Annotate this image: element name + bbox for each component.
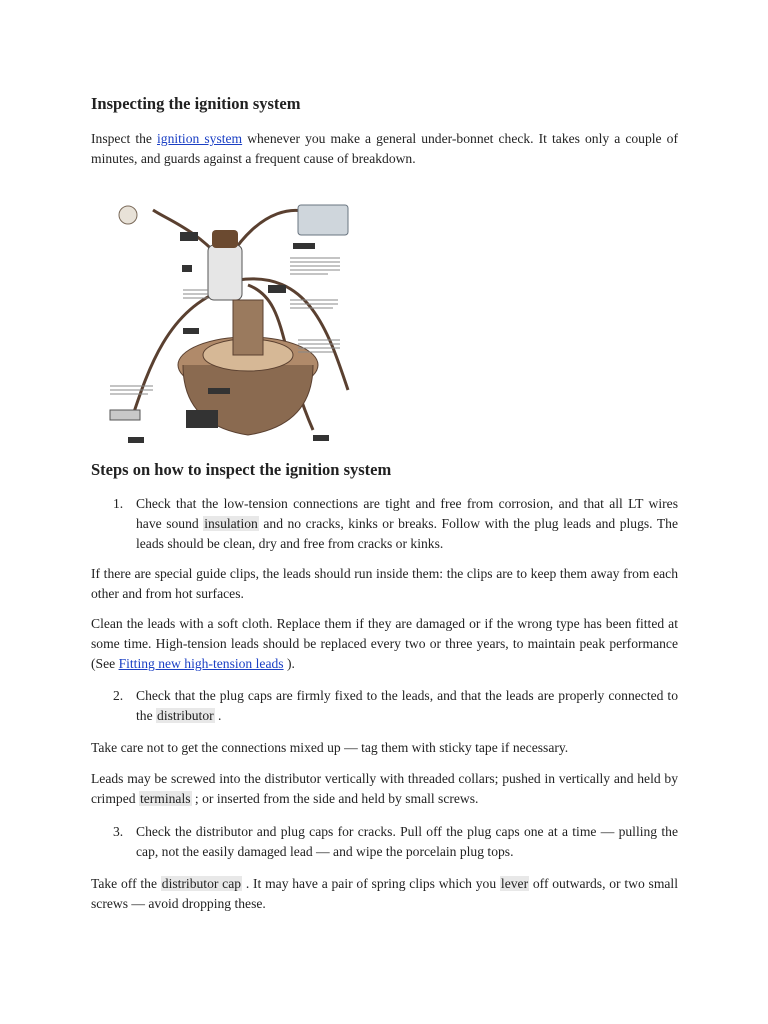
distributor-term[interactable]: distributor xyxy=(157,708,214,723)
ignition-system-link[interactable]: ignition system xyxy=(157,131,243,146)
step-1-text: Check that the low-tension connections are tight and free from corrosion, and that all LT wires have sound insulation and no cracks, kinks or breaks. Follow with the plug leads and plugs. The leads should be clean, dry and free from cracks or kinks. xyxy=(136,496,678,551)
paragraph-lead-fixing: Leads may be screwed into the distributor vertically with threaded collars; pushed in vertically and held by crimped terminals ; or inserted from the side and held by small screws. xyxy=(91,771,678,806)
intro-paragraph xyxy=(91,129,678,169)
step-3-text: Check the distributor and plug caps for cracks. Pull off the plug caps one at a time — pulling the cap, not the easily damaged lead — and wipe the porcelain plug tops. xyxy=(136,824,678,859)
intro-text-1: Inspect the xyxy=(91,131,157,146)
distributor-cap-term[interactable]: distributor cap xyxy=(161,876,242,891)
step-1-number: 1. xyxy=(113,496,124,511)
step-3-number: 3. xyxy=(113,824,124,839)
step-2-number: 2. xyxy=(113,688,124,703)
heading-steps: Steps on how to inspect the ignition system xyxy=(91,460,392,479)
paragraph-guide-clips: If there are special guide clips, the leads should run inside them: the clips are to keep them away from each other and from hot surfaces. xyxy=(91,566,678,601)
lever-term[interactable]: lever xyxy=(500,876,529,891)
step-2-text: Check that the plug caps are firmly fixed to the leads, and that the leads are properly connected to the distributor . xyxy=(136,688,678,723)
fitting-new-ht-leads-link[interactable]: Fitting new high-tension leads xyxy=(118,656,284,671)
paragraph-distributor-cap: Take off the distributor cap . It may have a pair of spring clips which you lever off outwards, or two small screws — avoid dropping these. xyxy=(91,876,678,911)
insulation-term[interactable]: insulation xyxy=(204,516,258,531)
ignition-diagram-image xyxy=(108,190,366,448)
heading-inspecting: Inspecting the ignition system xyxy=(91,94,301,113)
paragraph-tag-connections: Take care not to get the connections mixed up — tag them with sticky tape if necessary. xyxy=(91,740,569,755)
terminals-term[interactable]: terminals xyxy=(139,791,191,806)
intro-text-2: whenever you make a general under-bonnet check. It takes only a couple of minutes, and guards against a frequent cause of breakdown. xyxy=(91,131,678,166)
paragraph-clean-leads: Clean the leads with a soft cloth. Replace them if they are damaged or if the wrong type has been fitted at some time. High-tension leads should be replaced every two or three years, to maintain peak performance (See Fitting new high-tension leads ). xyxy=(91,616,678,671)
